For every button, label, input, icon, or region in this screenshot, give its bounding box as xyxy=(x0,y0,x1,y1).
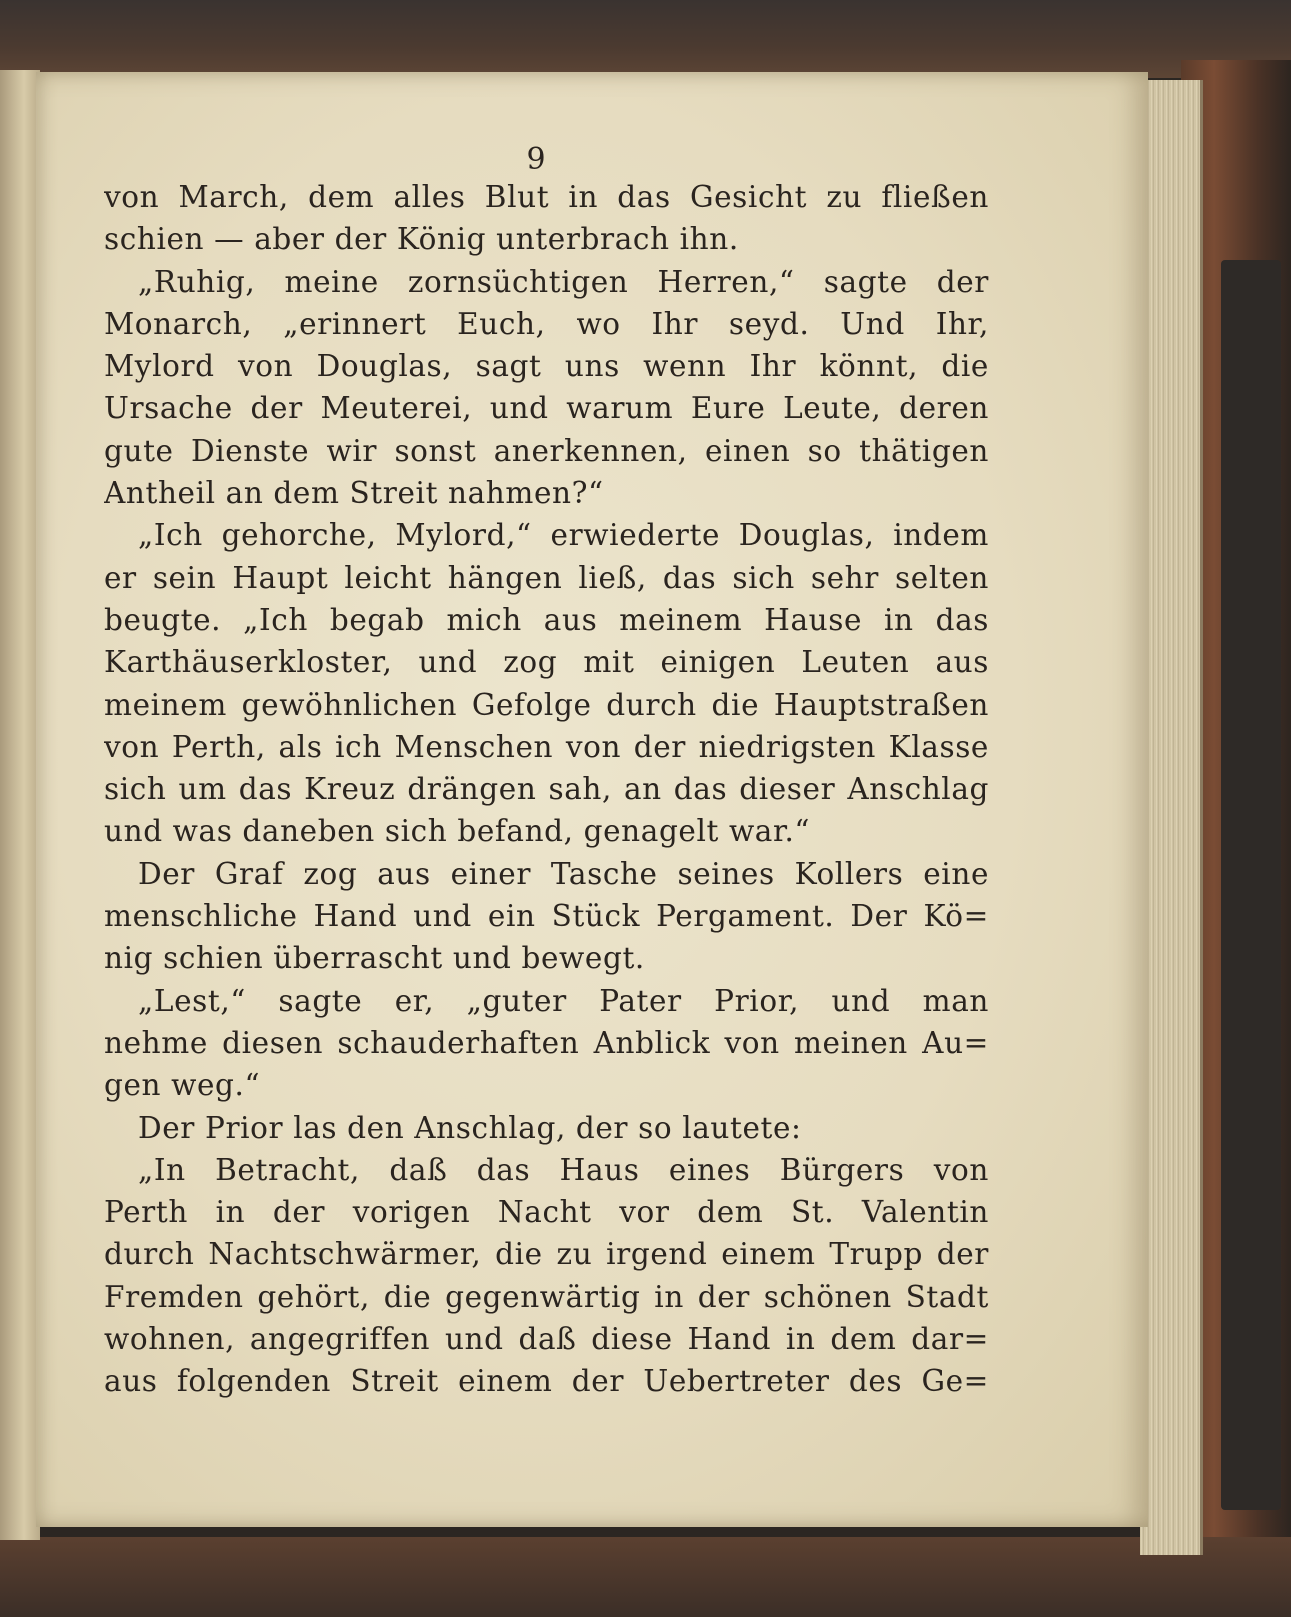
text-line: Ursache der Meuterei, und warum Eure Leute, deren xyxy=(104,391,989,426)
text-line: Karthäuserkloster, und zog mit einigen Leuten aus xyxy=(104,645,989,680)
text-line: Der Prior las den Anschlag, der so lautete: xyxy=(138,1110,802,1145)
page-block-edges xyxy=(1140,80,1203,1555)
text-line: „In Betracht, daß das Haus eines Bürgers von xyxy=(138,1152,989,1187)
text-line: Der Graf zog aus einer Tasche seines Kollers eine xyxy=(138,856,989,891)
text-line: „Ruhig, meine zornsüchtigen Herren,“ sagte der xyxy=(138,264,989,299)
text-line: gute Dienste wir sonst anerkennen, einen so thätigen xyxy=(104,433,989,468)
book-cover-top xyxy=(0,0,1291,78)
text-line: Antheil an dem Streit nahmen?“ xyxy=(104,476,604,511)
facing-page-edge xyxy=(0,70,40,1540)
text-line: Fremden gehört, die gegenwärtig in der schönen Stadt xyxy=(104,1279,989,1314)
text-line: wohnen, angegriffen und daß diese Hand in dem dar= xyxy=(104,1322,989,1357)
text-line: menschliche Hand und ein Stück Pergament. Der Kö= xyxy=(104,899,989,934)
text-line: Perth in der vorigen Nacht vor dem St. Valentin xyxy=(104,1195,989,1230)
text-line: und was daneben sich befand, genagelt war.“ xyxy=(104,814,811,849)
text-line: nehme diesen schauderhaften Anblick von meinen Au= xyxy=(104,1025,989,1060)
book-cover-bottom xyxy=(0,1537,1291,1617)
text-line: „Ich gehorche, Mylord,“ erwiederte Douglas, indem xyxy=(138,518,989,553)
text-line: gen weg.“ xyxy=(104,1068,261,1103)
text-line: „Lest,“ sagte er, „guter Pater Prior, und man xyxy=(138,983,989,1018)
book-page xyxy=(36,72,1148,1527)
text-line: Mylord von Douglas, sagt uns wenn Ihr könnt, die xyxy=(104,349,989,384)
text-line: von March, dem alles Blut in das Gesicht zu fließen xyxy=(104,180,989,214)
page-text xyxy=(104,176,989,1403)
text-line: beugte. „Ich begab mich aus meinem Hause in das xyxy=(104,602,989,637)
text-line: aus folgenden Streit einem der Uebertreter des Ge= xyxy=(104,1364,989,1399)
text-line: Monarch, „erinnert Euch, wo Ihr seyd. Und Ihr, xyxy=(104,306,989,341)
text-line: nig schien überrascht und bewegt. xyxy=(104,941,645,976)
text-line: von Perth, als ich Menschen von der niedrigsten Klasse xyxy=(104,729,989,764)
text-line: sich um das Kreuz drängen sah, an das dieser Anschlag xyxy=(104,772,989,807)
text-line: meinem gewöhnlichen Gefolge durch die Hauptstraßen xyxy=(104,687,989,722)
text-line: schien — aber der König unterbrach ihn. xyxy=(104,222,739,257)
text-line: er sein Haupt leicht hängen ließ, das sich sehr selten xyxy=(104,560,989,595)
page-number: 9 xyxy=(526,142,546,177)
text-line: durch Nachtschwärmer, die zu irgend einem Trupp der xyxy=(104,1237,989,1272)
book-spine-board xyxy=(1221,260,1281,1510)
